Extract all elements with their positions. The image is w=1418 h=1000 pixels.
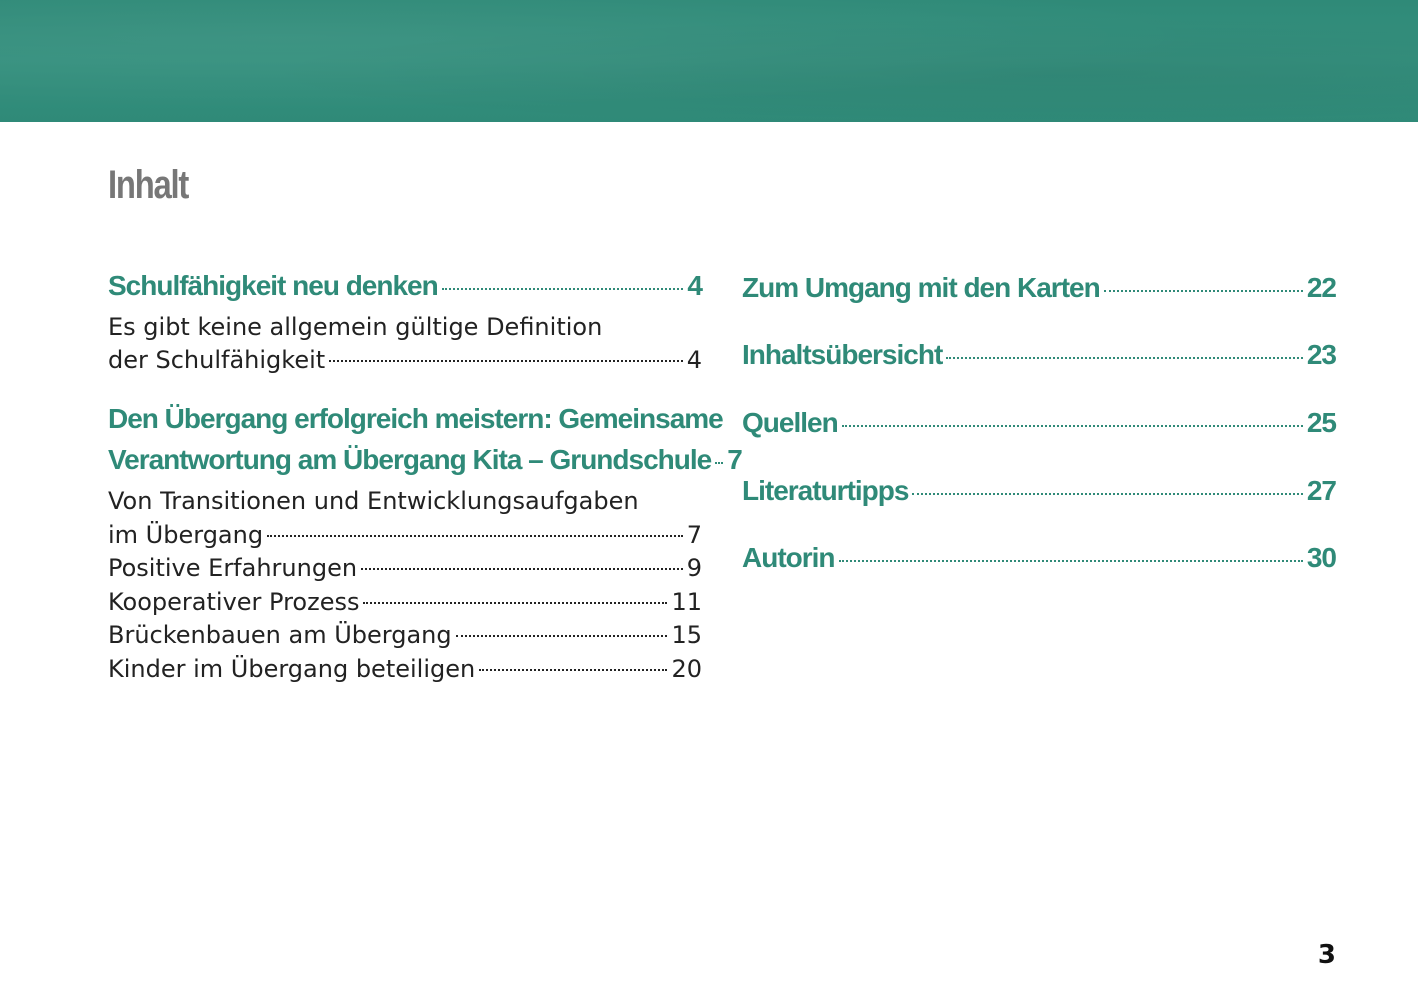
toc-subentry-label: Kinder im Übergang beteiligen bbox=[108, 655, 476, 683]
toc-entry-schulfaehigkeit[interactable] bbox=[108, 266, 702, 306]
toc-leader-dots bbox=[912, 493, 1302, 495]
toc-subentry-label: Positive Erfahrungen bbox=[108, 554, 358, 582]
toc-leader-dots bbox=[479, 669, 667, 671]
toc-leader-dots bbox=[442, 288, 684, 290]
toc-subentry-page: 9 bbox=[686, 554, 702, 582]
toc-entry-uebergang-line: Den Übergang erfolgreich meistern: Gemeinsame bbox=[108, 403, 723, 434]
toc-entry-label: Inhaltsübersicht bbox=[742, 339, 943, 370]
toc-leader-dots bbox=[329, 360, 683, 362]
toc-entry-page: 27 bbox=[1306, 475, 1336, 506]
toc-leader-dots bbox=[361, 568, 683, 570]
header-banner bbox=[0, 0, 1418, 122]
toc-subentry-positive[interactable] bbox=[108, 551, 702, 585]
toc-entry-page: 23 bbox=[1306, 339, 1336, 370]
toc-entry-label: Verantwortung am Übergang Kita – Grundschule bbox=[108, 444, 712, 475]
toc-subentry-page: 15 bbox=[671, 621, 702, 649]
toc-leader-dots bbox=[363, 602, 667, 604]
toc-entry-page: 7 bbox=[727, 444, 742, 475]
page-title: Inhalt bbox=[108, 163, 189, 207]
toc-leader-dots bbox=[456, 635, 668, 637]
toc-entry-label: Quellen bbox=[742, 407, 838, 438]
toc-subentry-label: im Übergang bbox=[108, 521, 264, 549]
toc-entry-page: 22 bbox=[1306, 272, 1336, 303]
toc-subentry-line: Von Transitionen und Entwicklungsaufgaben bbox=[108, 487, 639, 515]
toc-leader-dots bbox=[715, 462, 723, 464]
toc-subentry-label: Brückenbauen am Übergang bbox=[108, 621, 452, 649]
toc-subentry-page: 20 bbox=[671, 655, 702, 683]
toc-subentry-line: Es gibt keine allgemein gültige Definition bbox=[108, 313, 603, 341]
toc-leader-dots bbox=[267, 535, 683, 537]
toc-subentry-definition[interactable] bbox=[108, 343, 702, 377]
toc-subentry-label: der Schulfähigkeit bbox=[108, 346, 326, 374]
page-number: 3 bbox=[1317, 940, 1336, 970]
toc-entry-karten[interactable] bbox=[742, 268, 1336, 308]
toc-leader-dots bbox=[839, 560, 1303, 562]
toc-entry-literaturtipps[interactable] bbox=[742, 471, 1336, 511]
toc-subentry-kooperativ[interactable] bbox=[108, 585, 702, 619]
toc-subentry-page: 4 bbox=[686, 346, 702, 374]
toc-entry-page: 4 bbox=[687, 270, 702, 301]
toc-entry-label: Schulfähigkeit neu denken bbox=[108, 270, 438, 301]
toc-subentry-transitionen[interactable] bbox=[108, 518, 702, 552]
toc-leader-dots bbox=[946, 357, 1303, 359]
toc-entry-label: Literaturtipps bbox=[742, 475, 909, 506]
toc-entry-inhaltsuebersicht[interactable] bbox=[742, 335, 1336, 375]
toc-entry-uebergang[interactable] bbox=[108, 440, 742, 480]
toc-leader-dots bbox=[842, 425, 1303, 427]
toc-subentry-brueckenbauen[interactable] bbox=[108, 618, 702, 652]
toc-leader-dots bbox=[1104, 290, 1303, 292]
toc-entry-label: Autorin bbox=[742, 542, 835, 573]
toc-entry-page: 30 bbox=[1306, 542, 1336, 573]
toc-subentry-page: 11 bbox=[671, 588, 702, 616]
toc-subentry-beteiligen[interactable] bbox=[108, 652, 702, 686]
toc-entry-quellen[interactable] bbox=[742, 403, 1336, 443]
toc-entry-autorin[interactable] bbox=[742, 538, 1336, 578]
toc-entry-label: Zum Umgang mit den Karten bbox=[742, 272, 1100, 303]
toc-entry-page: 25 bbox=[1306, 407, 1336, 438]
toc-subentry-label: Kooperativer Prozess bbox=[108, 588, 360, 616]
toc-subentry-page: 7 bbox=[686, 521, 702, 549]
